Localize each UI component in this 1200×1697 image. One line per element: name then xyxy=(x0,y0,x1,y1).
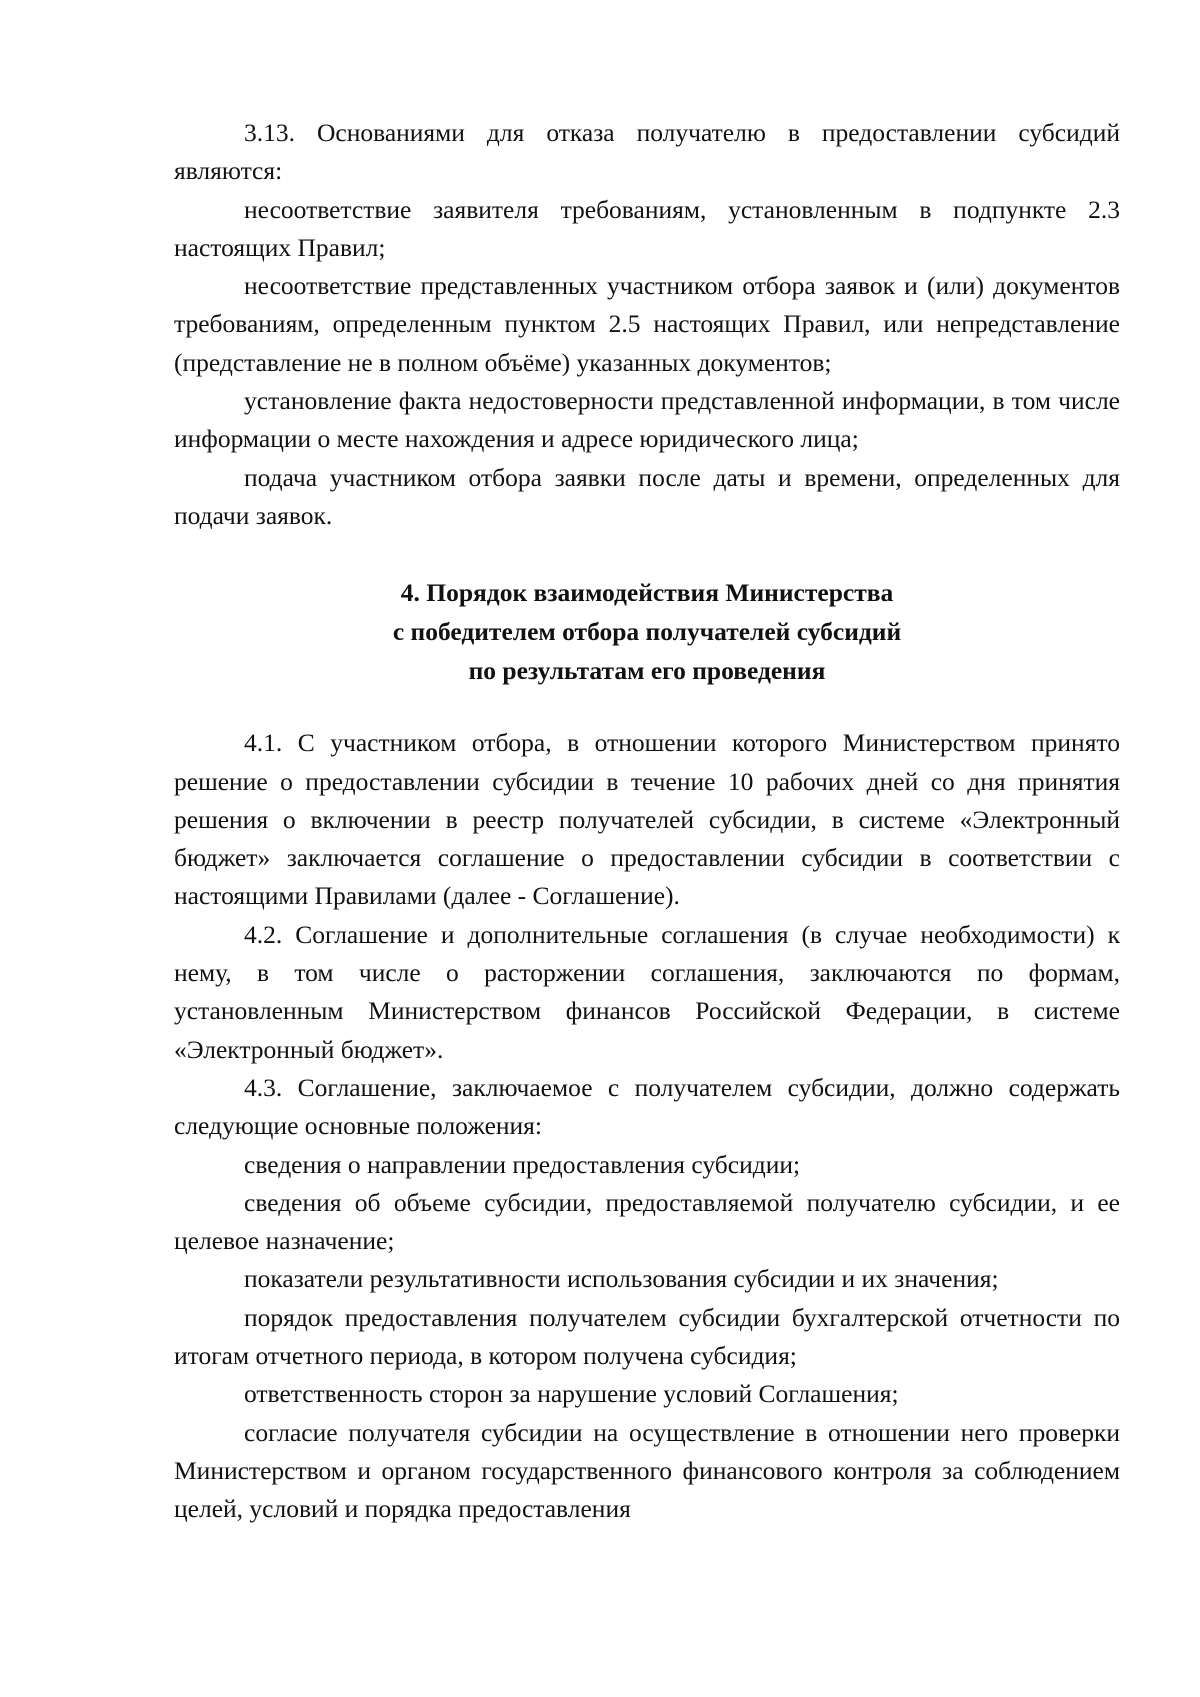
paragraph-4-3-item-6: согласие получателя субсидии на осуществление в отношении него проверки Министерством и органом государственного финансового контроля за соблюдением целей, условий и порядка предоставления xyxy=(174,1417,1120,1524)
paragraph-3-13-intro: 3.13. Основаниями для отказа получателю в предоставлении субсидий являются: xyxy=(174,118,1120,186)
section-4-heading xyxy=(174,535,1120,724)
paragraph-4-3: 4.3. Соглашение, заключаемое с получателем субсидии, должно содержать следующие основные положения: xyxy=(174,1072,1120,1141)
paragraph-refusal-reason-1: несоответствие заявителя требованиям, установленным в подпункте 2.3 настоящих Правил; xyxy=(174,194,1120,262)
paragraph-refusal-reason-2: несоответствие представленных участником отбора заявок и (или) документов требованиям, определенным пунктом 2.5 настоящих Правил, или непредставление (представление не в полном объёме) указанных документов; xyxy=(174,271,1120,377)
paragraph-4-3-item-3: показатели результативности использования субсидии и их значения; xyxy=(244,1264,999,1294)
section-4-heading-line-2: с победителем отбора получателей субсидий xyxy=(392,617,902,647)
section-4-heading-line-1: 4. Порядок взаимодействия Министерства xyxy=(400,578,894,608)
paragraph-4-2: 4.2. Соглашение и дополнительные соглашения (в случае необходимости) к нему, в том числе о расторжении соглашения, заключаются по формам, установленным Министерством финансов Российской Федерации, в системе «Электронный бюджет». xyxy=(174,919,1120,1064)
paragraph-refusal-reason-3: установление факта недостоверности представленной информации, в том числе информации о месте нахождения и адресе юридического лица; xyxy=(174,386,1120,454)
document-page xyxy=(174,114,1120,1529)
paragraph-4-3-item-2: сведения об объеме субсидии, предоставляемой получателю субсидии, и ее целевое назначение; xyxy=(174,1187,1120,1256)
section-4-body xyxy=(174,724,1120,1528)
section-4-heading-line-3: по результатам его проведения xyxy=(468,656,826,686)
paragraph-4-3-item-4: порядок предоставления получателем субсидии бухгалтерской отчетности по итогам отчетного периода, в котором получена субсидия; xyxy=(174,1302,1120,1371)
paragraph-4-3-item-1: сведения о направлении предоставления субсидии; xyxy=(244,1149,801,1179)
paragraph-4-3-item-5: ответственность сторон за нарушение условий Соглашения; xyxy=(244,1379,899,1409)
paragraph-4-1: 4.1. С участником отбора, в отношении которого Министерством принято решение о предоставлении субсидии в течение 10 рабочих дней со дня принятия решения о включении в реестр получателей субсидии, в системе «Электронный бюджет» заключается соглашение о предоставлении субсидии в соответствии с настоящими Правилами (далее - Соглашение). xyxy=(174,728,1120,911)
paragraph-refusal-reason-4: подача участником отбора заявки после даты и времени, определенных для подачи заявок. xyxy=(174,462,1120,530)
section-3-13 xyxy=(174,114,1120,535)
